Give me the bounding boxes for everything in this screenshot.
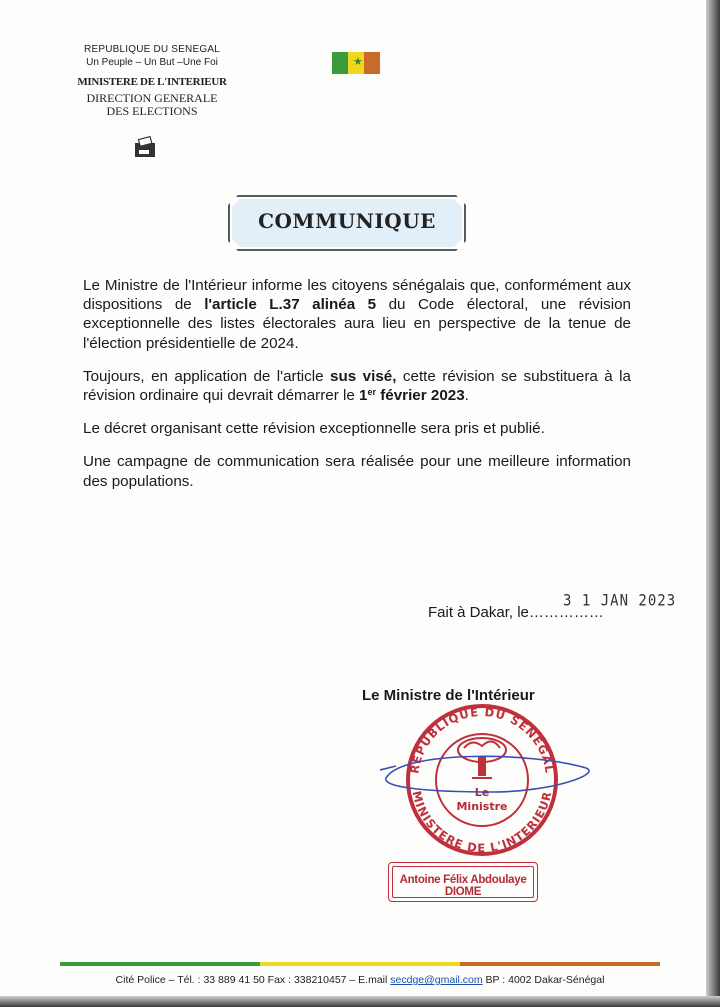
- paragraph-3: Le décret organisant cette révision exceptionnelle sera pris et publié.: [83, 420, 545, 438]
- page-shadow-bottom: [0, 996, 720, 1007]
- flag-star-icon: ★: [353, 56, 363, 68]
- flag-green-band: [332, 52, 348, 74]
- official-seal: [372, 700, 592, 860]
- start-date: 1er février 2023: [359, 387, 465, 405]
- place-and-date-line: Fait à Dakar, le……………: [428, 604, 604, 621]
- seal-center-line-2: Ministre: [456, 800, 508, 813]
- republic-name: REPUBLIQUE DU SENEGAL: [84, 44, 220, 55]
- ministry-name: MINISTERE DE L'INTERIEUR: [77, 76, 227, 88]
- flag-yellow-band: [348, 52, 364, 74]
- ballot-box-icon: [133, 136, 157, 158]
- letterhead: [72, 44, 232, 118]
- paragraph-2: Toujours, en application de l'article sus visé, cette révision se substituera à la révision ordinaire qui devrait démarrer le 1er février 2023.: [83, 367, 631, 405]
- flag-red-band: [364, 52, 380, 74]
- article-reference: l'article L.37 alinéa 5: [204, 296, 377, 314]
- page-shadow-right: [706, 0, 720, 1007]
- date-stamp: 3 1 JAN 2023: [563, 591, 677, 611]
- footer-contact: Cité Police – Tél. : 33 889 41 50 Fax : 338210457 – E.mail secdge@gmail.com BP : 4002 Dakar-Sénégal: [115, 974, 605, 986]
- communique-body: [83, 276, 631, 505]
- document-title: COMMUNIQUE: [258, 209, 436, 233]
- senegal-flag: [332, 52, 380, 74]
- seal-bottom-text: MINISTERE DE L'INTERIEUR: [409, 789, 555, 856]
- paragraph-4: Une campagne de communication sera réalisée pour une meilleure information des populations.: [83, 453, 631, 490]
- footer-rule: [60, 962, 660, 966]
- direction-line-2: DES ELECTIONS: [106, 104, 198, 118]
- minister-title: Le Ministre de l'Intérieur: [362, 687, 535, 704]
- email-link[interactable]: secdge@gmail.com: [390, 974, 483, 986]
- minister-name: Antoine Félix Abdoulaye DIOME: [399, 874, 527, 898]
- direction-name: [72, 92, 232, 118]
- seal-top-text: REPUBLIQUE DU SENEGAL: [407, 704, 557, 775]
- baobab-tree-icon: [458, 738, 506, 778]
- national-motto: Un Peuple – Un But –Une Foi: [86, 57, 218, 68]
- paragraph-1: Le Ministre de l'Intérieur informe les citoyens sénégalais que, conformément aux dispositions de l'article L.37 alinéa 5 du Code électoral, une révision exceptionnelle des listes électorales aura lieu en perspective de la tenue de l'élection présidentielle de 2024.: [83, 277, 631, 352]
- direction-line-1: DIRECTION GENERALE: [86, 91, 218, 105]
- seal-center-line-1: Le: [474, 786, 490, 799]
